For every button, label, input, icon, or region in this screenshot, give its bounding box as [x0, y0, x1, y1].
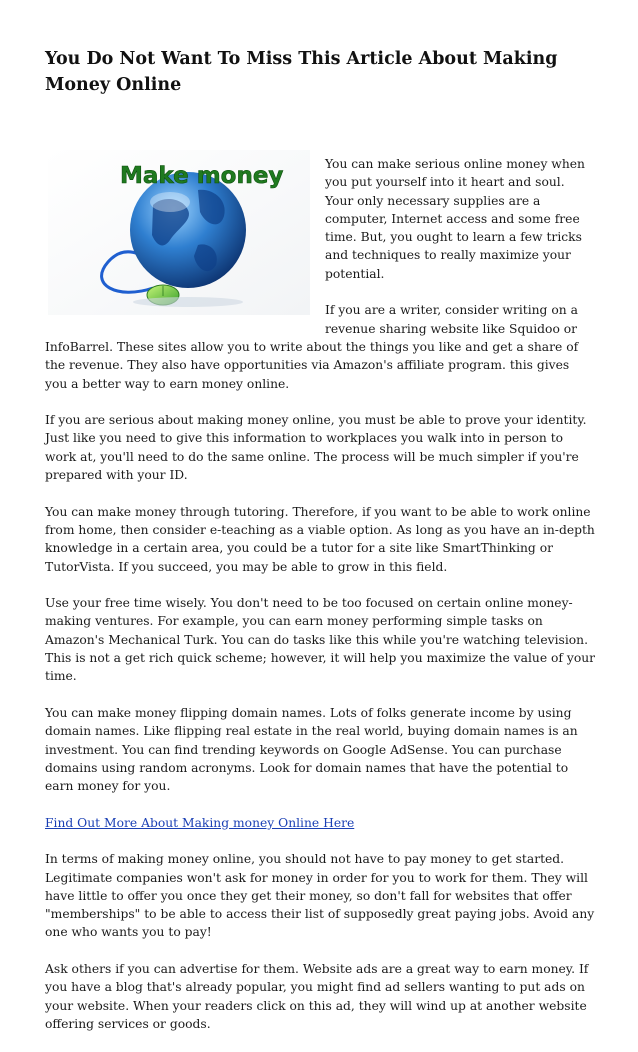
paragraph-4: You can make money through tutoring. Therefore, if you want to be able to work online from home, then consider e-teaching as a viable option. As long as you have an in-depth knowledge in a certain area, you could be a tutor for a site like SmartThinking or TutorVista. If you succeed, you may be able to grow in this field.: [45, 504, 595, 574]
paragraph-8: Ask others if you can advertise for them. Website ads are a great way to earn money. If you have a blog that's already popular, you might find ad sellers wanting to put ads on your website. When your readers click on this ad, they will wind up at another website offering services or goods.: [45, 962, 589, 1031]
paragraph-5: Use your free time wisely. You don't need to be too focused on certain online money-making ventures. For example, you can earn money performing simple tasks on Amazon's Mechanical Turk. You can do tasks like this while you're watching television. This is not a get rich quick scheme; however, it will help you maximize the value of your time.: [45, 596, 596, 684]
find-out-more-link[interactable]: Find Out More About Making money Online Here: [45, 815, 355, 830]
find-out-more-paragraph: [45, 814, 595, 832]
paragraph-1: You can make serious online money when you put yourself into it heart and soul. Your only necessary supplies are a computer, Internet access and some free time. But, you ought to learn a few tricks and techniques to really maximize your potential.: [325, 157, 585, 281]
paragraph-6: You can make money flipping domain names. Lots of folks generate income by using domain names. Like flipping real estate in the real world, buying domain names is an investment. You can find trending keywords on Google AdSense. You can purchase domains using random acronyms. Look for domain names that have the potential to earn money for you.: [45, 705, 578, 794]
image-float-spacer: [45, 155, 325, 327]
make-money-text: Make money: [120, 163, 284, 189]
paragraph-2: If you are a writer, consider writing on a revenue sharing website like Squidoo or InfoBarrel. These sites allow you to write about the things you like and get a share of the revenue. They also have opportunities via Amazon's affiliate program. this gives you a better way to earn money online.: [45, 303, 579, 391]
article-title: You Do Not Want To Miss This Article About Making Money Online: [45, 49, 558, 95]
paragraph-7: In terms of making money online, you should not have to pay money to get started. Legitimate companies won't ask for money in order for you to work for them. They will have little to offer you once they get their money, so don't fall for websites that offer "memberships" to be able to access their list of supposedly great paying jobs. Avoid any one who wants you to pay!: [45, 852, 595, 940]
paragraph-3: If you are serious about making money online, you must be able to prove your identity. Just like you need to give this information to workplaces you walk into in person to work at, you'll need to do the same online. The process will be much simpler if you're prepared with your ID.: [45, 413, 587, 483]
article-body: [45, 155, 595, 1052]
